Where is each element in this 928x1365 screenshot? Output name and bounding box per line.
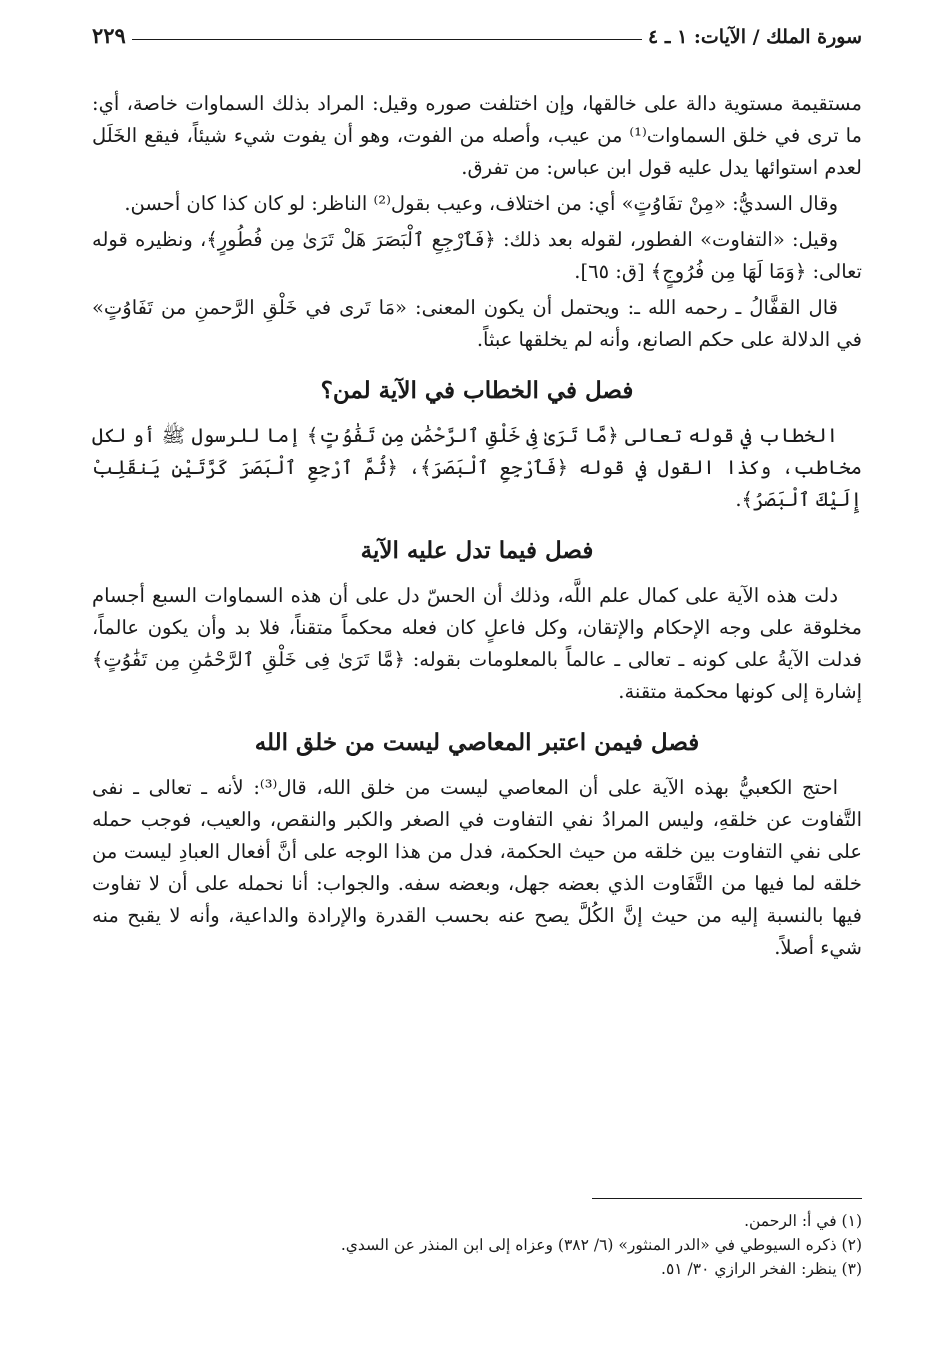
page bbox=[92, 14, 862, 1365]
footnote: (١) في أ: الرحمن. bbox=[744, 1212, 862, 1230]
paragraph: الخطاب في قوله تعالى ﴿مَّا تَرَىٰ فِى خَلْقِ ٱلرَّحْمَٰنِ مِن تَفَٰوُتٍ﴾ إما للرسول ﷺ أو لكل مخاطب، وكذا القول في قوله ﴿فَٱرْجِعِ ٱلْبَصَرَ﴾، ﴿ثُمَّ ٱرْجِعِ ٱلْبَصَرَ كَرَّتَيْنِ يَنقَلِبْ إِلَيْكَ ٱلْبَصَرُ﴾. bbox=[92, 424, 862, 511]
running-head bbox=[92, 14, 862, 48]
paragraph: احتج الكعبيُّ بهذه الآية على أن المعاصي ليست من خلق الله، قال⁽³⁾: لأنه ـ تعالى ـ نفى التَّفاوت عن خلقهِ، وليس المرادُ نفي التفاوت في الصغر والكبر والنقص، والعيب، فوجب حمله على نفي التفاوت بين خلقه من حيث الحكمة، فدل من هذا الوجه على أنَّ أفعال العبادِ ليست من خلقه لما فيها من التَّفَاوت الذي بعضه جهل، وبعضه سفه. والجواب: أنا نحمله على أن لا تفاوت فيها بالنسبة إليه من حيث إنَّ الكُلَّ يصح عنه بحسب القدرة والإرادة والداعية، وأنه لا يقبح منه شيء أصلاً. bbox=[92, 776, 862, 959]
page-number: ٢٢٩ bbox=[92, 23, 126, 48]
section-heading: فصل فيمن اعتبر المعاصي ليست من خلق الله bbox=[254, 729, 700, 756]
footnotes bbox=[92, 1198, 862, 1281]
footnote: (٣) ينظر: الفخر الرازي ٣٠/ ٥١. bbox=[661, 1260, 862, 1278]
header-rule bbox=[132, 39, 642, 40]
section-heading: فصل في الخطاب في الآية لمن؟ bbox=[320, 377, 634, 404]
paragraph: مستقيمة مستوية دالة على خالقها، وإن اختلفت صوره وقيل: المراد بذلك السماوات خاصة، أي: ما ترى في خلق السماوات⁽¹⁾ من عيب، وأصله من الفوت، وهو أن يفوت شيء شيئاً، فيقع الخَلَل لعدم استوائها يدل عليه قول ابن عباس: من تفرق. bbox=[92, 92, 862, 179]
paragraph: وقيل: «التفاوت» الفطور، لقوله بعد ذلك: ﴿فَٱرْجِعِ ٱلْبَصَرَ هَلْ تَرَىٰ مِن فُطُورٍ﴾، ونظيره قوله تعالى: ﴿وَمَا لَهَا مِن فُرُوجٍ﴾ [ق: ٦٥]. bbox=[92, 228, 862, 283]
section-heading: فصل فيما تدل عليه الآية bbox=[360, 537, 594, 564]
paragraph: دلت هذه الآية على كمال علم اللَّه، وذلك أن الحسّ دل على أن هذه السماوات السبع أجسام مخلوقة على وجه الإحكام والإتقان، وكل فاعلٍ كان فعله محكماً متقناً، فلا بد وأن يكون عالماً، فدلت الآيةُ على كونه ـ تعالى ـ عالماً بالمعلومات بقوله: ﴿مَّا تَرَىٰ فِى خَلْقِ ٱلرَّحْمَٰنِ مِن تَفَٰوُتٍ﴾ إشارة إلى كونها محكمة متقنة. bbox=[92, 584, 862, 703]
footnote: (٢) ذكره السيوطي في «الدر المنثور» (٦/ ٣٨٢) وعزاه إلى ابن المنذر عن السدي. bbox=[340, 1236, 862, 1254]
paragraph: وقال السديُّ: «مِنْ تفَاوُتٍ» أي: من اختلاف، وعيب بقول⁽²⁾ الناظر: لو كان كذا كان أحسن. bbox=[124, 192, 838, 215]
running-head-title: سورة الملك / الآيات: ١ ـ ٤ bbox=[648, 26, 862, 48]
footnote-rule bbox=[592, 1198, 862, 1199]
body-text bbox=[92, 88, 862, 964]
paragraph: قال القفَّالُ ـ رحمه الله ـ: ويحتمل أن يكون المعنى: «مَا تَرى في خَلْقِ الرَّحمنِ من تَفَاوُتٍ» في الدلالة على حكم الصانع، وأنه لم يخلقها عبثاً. bbox=[92, 296, 862, 351]
